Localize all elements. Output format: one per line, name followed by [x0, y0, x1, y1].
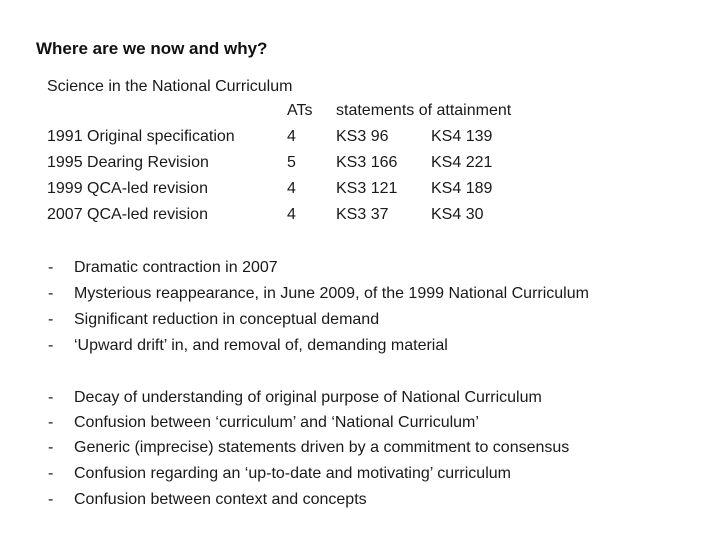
bullet-text: Dramatic contraction in 2007 — [74, 259, 278, 276]
bullet-text: Significant reduction in conceptual demand — [74, 311, 380, 328]
bullet-dash: - — [48, 389, 54, 406]
row-ks3: KS3 166 — [336, 154, 398, 171]
row-label: 1991 Original specification — [47, 128, 235, 145]
table-row — [0, 128, 720, 154]
bullet-dash: - — [48, 465, 54, 482]
list-item — [0, 259, 720, 285]
list-item — [0, 285, 720, 311]
list-item — [0, 414, 720, 440]
bullet-dash: - — [48, 491, 54, 508]
list-item — [0, 389, 720, 415]
row-ks4: KS4 221 — [431, 154, 493, 171]
row-ats: 4 — [287, 206, 296, 223]
row-ats: 4 — [287, 180, 296, 197]
row-ks3: KS3 96 — [336, 128, 389, 145]
row-ks3: KS3 37 — [336, 206, 389, 223]
table-row — [0, 180, 720, 206]
list-item — [0, 337, 720, 363]
bullet-text: ‘Upward drift’ in, and removal of, demanding material — [74, 337, 448, 354]
bullet-text: Generic (imprecise) statements driven by a commitment to consensus — [74, 439, 570, 456]
table-header-statements: statements of attainment — [336, 102, 512, 119]
list-item — [0, 439, 720, 465]
row-ats: 5 — [287, 154, 296, 171]
bullet-text: Mysterious reappearance, in June 2009, of the 1999 National Curriculum — [74, 285, 589, 302]
bullet-text: Confusion between context and concepts — [74, 491, 367, 508]
row-ks4: KS4 30 — [431, 206, 484, 223]
table-row — [0, 206, 720, 232]
slide-subtitle: Science in the National Curriculum — [47, 78, 293, 95]
row-ks3: KS3 121 — [336, 180, 398, 197]
bullet-dash: - — [48, 259, 54, 276]
list-item — [0, 311, 720, 337]
row-ks4: KS4 139 — [431, 128, 493, 145]
bullet-dash: - — [48, 414, 54, 431]
row-label: 1995 Dearing Revision — [47, 154, 209, 171]
bullet-dash: - — [48, 439, 54, 456]
bullet-text: Decay of understanding of original purpose of National Curriculum — [74, 389, 542, 406]
list-item — [0, 491, 720, 517]
bullet-text: Confusion between ‘curriculum’ and ‘National Curriculum’ — [74, 414, 479, 431]
bullet-text: Confusion regarding an ‘up-to-date and motivating’ curriculum — [74, 465, 511, 482]
row-ks4: KS4 189 — [431, 180, 493, 197]
row-ats: 4 — [287, 128, 296, 145]
table-header-ats: ATs — [287, 102, 313, 119]
bullet-dash: - — [48, 311, 54, 328]
bullet-dash: - — [48, 337, 54, 354]
table-row — [0, 154, 720, 180]
list-item — [0, 465, 720, 491]
slide-title: Where are we now and why? — [36, 39, 268, 58]
bullet-dash: - — [48, 285, 54, 302]
row-label: 1999 QCA-led revision — [47, 180, 208, 197]
row-label: 2007 QCA-led revision — [47, 206, 208, 223]
